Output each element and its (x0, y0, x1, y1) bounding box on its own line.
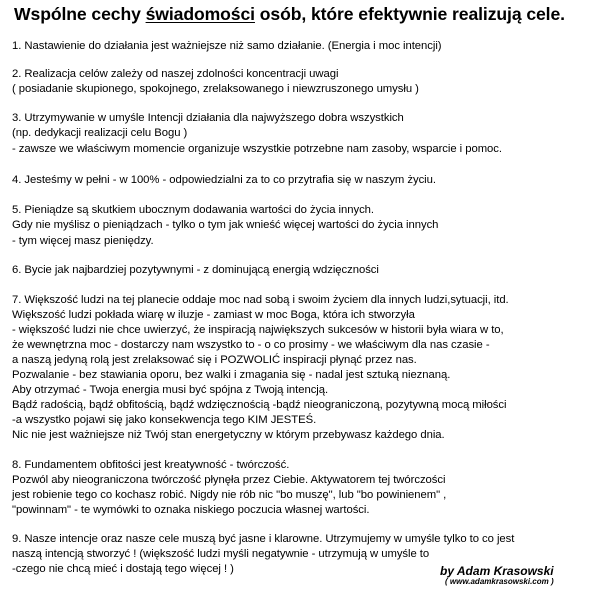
text-line: -a wszystko pojawi się jako konsekwencja tego KIM JESTEŚ. (12, 414, 317, 426)
text-line: 5. Pieniądze są skutkiem ubocznym dodawania wartości do życia innych. (12, 204, 375, 216)
title-start: Wspólne cechy (14, 4, 146, 24)
text-line: ( posiadanie skupionego, spokojnego, zrelaksowanego i niewzruszonego umysłu ) (12, 83, 419, 95)
text-line: Pozwalanie - bez stawiania oporu, bez walki i zmagania się - nadal jest sztuką nieznaną. (12, 369, 451, 381)
text-line: "powinnam" - te wymówki to oznaka niskiego poczucia własnej wartości. (12, 504, 370, 516)
text-line: że wewnętrzna moc - dostarczy nam wszystko to - o co prosimy - we właściwym dla nas czasie - (12, 339, 490, 351)
author-signature: by Adam Krasowski (440, 564, 554, 578)
text-line: 8. Fundamentem obfitości jest kreatywność - twórczość. (12, 459, 290, 471)
text-line: (np. dedykacji realizacji celu Bogu ) (12, 127, 188, 139)
text-line: 2. Realizacja celów zależy od naszej zdolności koncentracji uwagi (12, 68, 339, 80)
text-line: 9. Nasze intencje oraz nasze cele muszą być jasne i klarowne. Utrzymujemy w umyśle tylko to co jest (12, 533, 515, 545)
text-line: jest robienie tego co kochasz robić. Nigdy nie rób nic "bo muszę", lub "bo powinienem" , (12, 489, 447, 501)
page-title (14, 4, 594, 25)
title-end: osób, które efektywnie realizują cele. (254, 4, 565, 24)
text-line: 3. Utrzymywanie w umyśle Intencji działania dla najwyższego dobra wszystkich (12, 112, 404, 124)
text-line: Większość ludzi pokłada wiarę w iluzje - zamiast w moc Boga, która ich stworzyła (12, 309, 415, 321)
text-line: naszą intencją stworzyć ! (większość ludzi myśli negatywnie - utrzymują w umyśle to (12, 548, 430, 560)
text-line: - większość ludzi nie chce uwierzyć, że inspiracją największych sukcesów w historii była wiara w to, (12, 324, 504, 336)
text-line: Aby otrzymać - Twoja energia musi być spójna z Twoją intencją. (12, 384, 329, 396)
text-line: 4. Jesteśmy w pełni - w 100% - odpowiedzialni za to co przytrafia się w naszym życiu. (12, 174, 436, 186)
text-line: - tym więcej masz pieniędzy. (12, 235, 154, 247)
text-line: 6. Bycie jak najbardziej pozytywnymi - z dominującą energią wdzięczności (12, 264, 379, 276)
title-underlined-word: świadomości (145, 4, 255, 24)
text-line: 1. Nastawienie do działania jest ważniejsze niż samo działanie. (Energia i moc intencji) (12, 40, 442, 52)
text-line: 7. Większość ludzi na tej planecie oddaje moc nad sobą i swoim życiem dla innych ludzi,sytuacji, itd. (12, 294, 509, 306)
author-website: ( www.adamkrasowski.com ) (445, 577, 554, 586)
text-line: Bądź radością, bądź obfitością, bądź wdzięcznością -bądź nieograniczoną, pozytywną mocą miłości (12, 399, 507, 411)
text-line: Gdy nie myślisz o pieniądzach - tylko o tym jak wnieść więcej wartości do życia innych (12, 219, 439, 231)
text-line: Pozwól aby nieograniczona twórczość płynęła przez Ciebie. Aktywatorem tej twórczości (12, 474, 446, 486)
text-line: - zawsze we właściwym momencie organizuje wszystkie potrzebne nam zasoby, wsparcie i pomoc. (12, 143, 502, 155)
text-line: a naszą jedyną rolą jest zrelaksować się i POZWOLIĆ inspiracji płynąć przez nas. (12, 354, 417, 366)
text-line: Nic nie jest ważniejsze niż Twój stan energetyczny w którym przebywasz każdego dnia. (12, 429, 445, 441)
text-line: -czego nie chcą mieć i dostają tego więcej ! ) (12, 563, 234, 575)
